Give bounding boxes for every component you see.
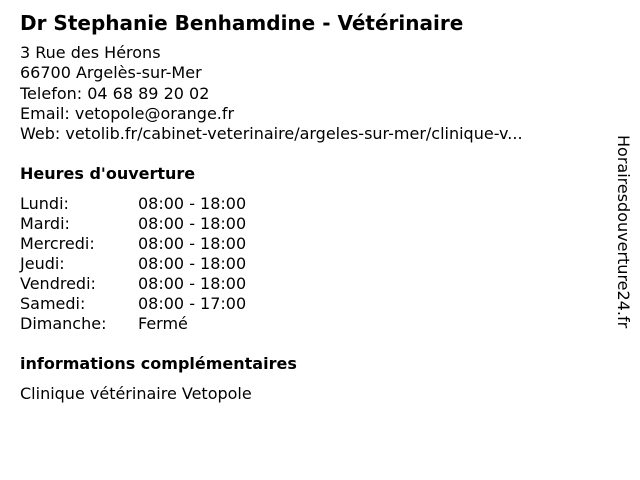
time-value: 08:00 - 18:00 — [138, 254, 247, 273]
info-heading: informations complémentaires — [20, 354, 297, 373]
site-watermark: Horairesdouverture24.fr — [614, 135, 633, 329]
info-text: Clinique vétérinaire Vetopole — [20, 384, 252, 403]
day-label: Samedi: — [20, 294, 86, 313]
time-value: 08:00 - 18:00 — [138, 234, 247, 253]
time-value: 08:00 - 18:00 — [138, 274, 247, 293]
day-label: Dimanche: — [20, 314, 107, 333]
day-label: Lundi: — [20, 194, 69, 213]
time-value: 08:00 - 18:00 — [138, 194, 247, 213]
hours-heading: Heures d'ouverture — [20, 164, 196, 183]
day-label: Jeudi: — [20, 254, 65, 273]
city-address: 66700 Argelès-sur-Mer — [20, 63, 202, 83]
contact-block — [20, 43, 523, 144]
day-label: Mardi: — [20, 214, 70, 233]
email-line: Email: vetopole@orange.fr — [20, 103, 235, 123]
time-value: 08:00 - 18:00 — [138, 214, 247, 233]
time-value: Fermé — [138, 314, 188, 333]
street-address: 3 Rue des Hérons — [20, 43, 161, 62]
day-label: Vendredi: — [20, 274, 96, 293]
phone-line: Telefon: 04 68 89 20 02 — [20, 83, 210, 103]
page-title: Dr Stephanie Benhamdine - Vétérinaire — [20, 11, 464, 35]
time-value: 08:00 - 17:00 — [138, 294, 247, 313]
day-label: Mercredi: — [20, 234, 95, 253]
web-line: Web: vetolib.fr/cabinet-veterinaire/argeles-sur-mer/clinique-v... — [20, 124, 523, 144]
